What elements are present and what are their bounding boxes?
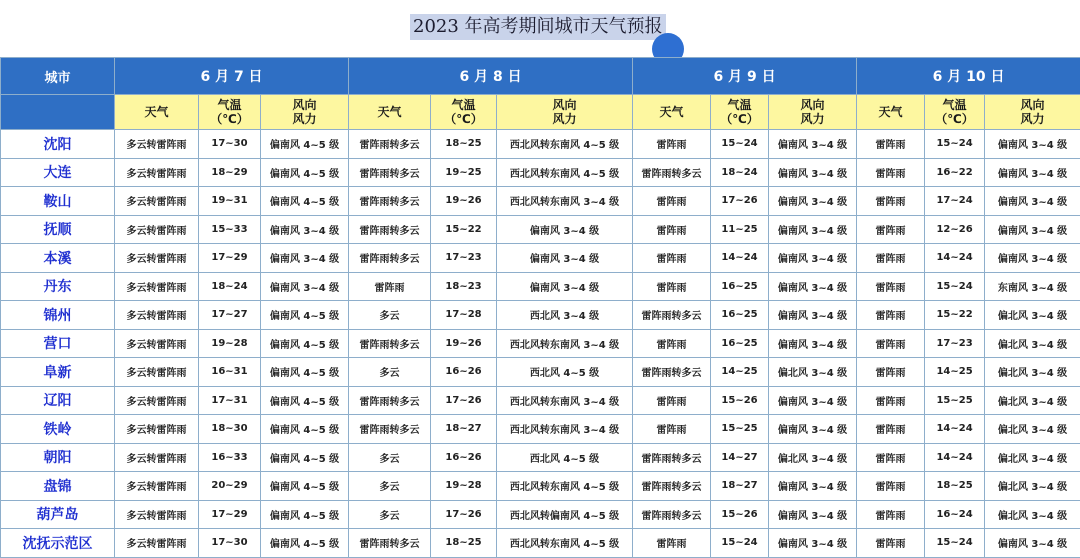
wind-cell: 偏南风 3~4 级 [261, 244, 349, 273]
wind-cell: 偏南风 3~4 级 [769, 301, 857, 330]
weather-cell: 多云 [349, 472, 431, 501]
temperature-cell: 19~25 [431, 158, 497, 187]
wind-cell: 偏南风 4~5 级 [261, 358, 349, 387]
wind-subheader [497, 95, 633, 130]
wind-cell: 偏北风 3~4 级 [985, 386, 1080, 415]
table-row [1, 529, 1080, 558]
wind-cell: 偏南风 3~4 级 [985, 130, 1080, 159]
table-body [1, 130, 1080, 558]
temperature-cell: 17~28 [431, 301, 497, 330]
temperature-subheader-line2: （℃） [935, 112, 974, 126]
city-header-filler [1, 95, 115, 130]
table-row [1, 386, 1080, 415]
temperature-cell: 16~25 [711, 301, 769, 330]
temperature-cell: 17~26 [711, 187, 769, 216]
wind-cell: 偏南风 3~4 级 [769, 130, 857, 159]
temperature-cell: 18~23 [431, 272, 497, 301]
city-name: 本溪 [1, 244, 115, 273]
table-row [1, 130, 1080, 159]
temperature-cell: 17~26 [431, 386, 497, 415]
temperature-cell: 15~24 [925, 130, 985, 159]
wind-cell: 偏北风 3~4 级 [985, 500, 1080, 529]
table-row [1, 158, 1080, 187]
temperature-cell: 16~25 [711, 329, 769, 358]
weather-cell: 多云转雷阵雨 [115, 358, 199, 387]
temperature-cell: 16~26 [431, 443, 497, 472]
wind-cell: 偏南风 3~4 级 [497, 244, 633, 273]
temperature-subheader [431, 95, 497, 130]
temperature-cell: 19~28 [199, 329, 261, 358]
temperature-cell: 18~24 [199, 272, 261, 301]
wind-cell: 偏南风 4~5 级 [261, 329, 349, 358]
city-name: 沈抚示范区 [1, 529, 115, 558]
weather-cell: 雷阵雨转多云 [633, 443, 711, 472]
temperature-cell: 16~22 [925, 158, 985, 187]
temperature-subheader [199, 95, 261, 130]
weather-cell: 雷阵雨转多云 [633, 301, 711, 330]
temperature-cell: 15~24 [711, 529, 769, 558]
wind-cell: 偏南风 3~4 级 [985, 187, 1080, 216]
wind-cell: 偏南风 4~5 级 [261, 301, 349, 330]
weather-cell: 雷阵雨转多云 [633, 158, 711, 187]
wind-cell: 西北风转东南风 3~4 级 [497, 329, 633, 358]
temperature-subheader-line1: 气温 [451, 98, 476, 112]
table-row [1, 358, 1080, 387]
city-name: 大连 [1, 158, 115, 187]
weather-cell: 多云 [349, 358, 431, 387]
weather-cell: 雷阵雨 [633, 329, 711, 358]
wind-cell: 偏南风 4~5 级 [261, 158, 349, 187]
weather-cell: 雷阵雨转多云 [633, 472, 711, 501]
wind-cell: 偏南风 4~5 级 [261, 130, 349, 159]
weather-cell: 雷阵雨 [857, 358, 925, 387]
wind-cell: 偏北风 3~4 级 [985, 358, 1080, 387]
weather-cell: 多云转雷阵雨 [115, 301, 199, 330]
wind-cell: 偏南风 4~5 级 [261, 529, 349, 558]
city-name: 铁岭 [1, 415, 115, 444]
weather-cell: 多云转雷阵雨 [115, 472, 199, 501]
wind-cell: 偏北风 3~4 级 [985, 301, 1080, 330]
weather-cell: 多云转雷阵雨 [115, 500, 199, 529]
city-name: 抚顺 [1, 215, 115, 244]
temperature-subheader-line1: 气温 [727, 98, 752, 112]
temperature-cell: 12~26 [925, 215, 985, 244]
temperature-cell: 14~27 [711, 443, 769, 472]
wind-cell: 偏北风 3~4 级 [769, 443, 857, 472]
weather-cell: 多云转雷阵雨 [115, 443, 199, 472]
temperature-subheader [711, 95, 769, 130]
wind-cell: 偏南风 3~4 级 [769, 187, 857, 216]
wind-cell: 西北风 4~5 级 [497, 443, 633, 472]
weather-cell: 多云 [349, 500, 431, 529]
wind-cell: 偏北风 3~4 级 [985, 472, 1080, 501]
wind-subheader-line1: 风向 [292, 98, 317, 112]
wind-cell: 偏北风 3~4 级 [985, 415, 1080, 444]
city-name: 盘锦 [1, 472, 115, 501]
weather-subheader: 天气 [857, 95, 925, 130]
temperature-cell: 17~23 [925, 329, 985, 358]
weather-cell: 多云转雷阵雨 [115, 130, 199, 159]
weather-cell: 雷阵雨 [633, 529, 711, 558]
wind-cell: 西北风 3~4 级 [497, 301, 633, 330]
weather-cell: 雷阵雨 [857, 386, 925, 415]
date-header-4: 6 月 10 日 [857, 58, 1080, 95]
wind-cell: 偏南风 3~4 级 [985, 158, 1080, 187]
temperature-cell: 17~24 [925, 187, 985, 216]
wind-cell: 偏南风 3~4 级 [985, 529, 1080, 558]
temperature-cell: 19~26 [431, 187, 497, 216]
temperature-cell: 18~25 [925, 472, 985, 501]
title-area [0, 0, 1080, 56]
temperature-cell: 19~26 [431, 329, 497, 358]
weather-cell: 雷阵雨 [857, 529, 925, 558]
weather-cell: 多云 [349, 443, 431, 472]
temperature-cell: 14~24 [925, 244, 985, 273]
wind-cell: 偏南风 3~4 级 [769, 500, 857, 529]
wind-cell: 偏南风 4~5 级 [261, 472, 349, 501]
date-header-3: 6 月 9 日 [633, 58, 857, 95]
temperature-cell: 14~25 [925, 358, 985, 387]
wind-cell: 偏南风 3~4 级 [769, 158, 857, 187]
date-header-2: 6 月 8 日 [349, 58, 633, 95]
temperature-cell: 18~24 [711, 158, 769, 187]
wind-cell: 西北风转东南风 3~4 级 [497, 386, 633, 415]
weather-cell: 多云转雷阵雨 [115, 158, 199, 187]
date-header-1: 6 月 7 日 [115, 58, 349, 95]
weather-cell: 雷阵雨 [857, 329, 925, 358]
weather-cell: 多云转雷阵雨 [115, 244, 199, 273]
table-row [1, 415, 1080, 444]
temperature-cell: 14~24 [711, 244, 769, 273]
weather-cell: 雷阵雨 [857, 215, 925, 244]
temperature-cell: 11~25 [711, 215, 769, 244]
wind-cell: 偏南风 3~4 级 [497, 272, 633, 301]
temperature-subheader-line1: 气温 [217, 98, 242, 112]
wind-cell: 偏南风 4~5 级 [261, 386, 349, 415]
weather-cell: 雷阵雨 [857, 187, 925, 216]
wind-subheader [985, 95, 1080, 130]
weather-cell: 雷阵雨 [857, 130, 925, 159]
weather-cell: 多云转雷阵雨 [115, 215, 199, 244]
temperature-cell: 15~22 [925, 301, 985, 330]
wind-subheader-line1: 风向 [1020, 98, 1045, 112]
table-header [1, 58, 1080, 130]
city-name: 阜新 [1, 358, 115, 387]
temperature-cell: 15~24 [925, 529, 985, 558]
page-title: 2023 年高考期间城市天气预报 [410, 14, 666, 40]
wind-cell: 偏南风 4~5 级 [261, 415, 349, 444]
table-row [1, 244, 1080, 273]
temperature-cell: 15~26 [711, 500, 769, 529]
temperature-cell: 17~30 [199, 130, 261, 159]
weather-cell: 雷阵雨 [857, 158, 925, 187]
weather-cell: 多云转雷阵雨 [115, 329, 199, 358]
table-row [1, 301, 1080, 330]
wind-cell: 西北风转东南风 4~5 级 [497, 130, 633, 159]
temperature-cell: 17~31 [199, 386, 261, 415]
wind-cell: 西北风转偏南风 4~5 级 [497, 500, 633, 529]
wind-cell: 偏南风 3~4 级 [769, 329, 857, 358]
temperature-cell: 14~25 [711, 358, 769, 387]
temperature-cell: 14~24 [925, 443, 985, 472]
weather-cell: 雷阵雨 [633, 130, 711, 159]
weather-cell: 雷阵雨 [857, 500, 925, 529]
temperature-cell: 19~31 [199, 187, 261, 216]
wind-cell: 偏南风 3~4 级 [769, 529, 857, 558]
table-row [1, 500, 1080, 529]
temperature-cell: 16~24 [925, 500, 985, 529]
wind-cell: 偏南风 3~4 级 [769, 386, 857, 415]
weather-cell: 多云转雷阵雨 [115, 415, 199, 444]
weather-subheader: 天气 [349, 95, 431, 130]
temperature-cell: 19~28 [431, 472, 497, 501]
wind-subheader-line2: 风力 [1020, 112, 1045, 126]
temperature-cell: 15~33 [199, 215, 261, 244]
wind-cell: 偏南风 3~4 级 [769, 472, 857, 501]
weather-cell: 多云转雷阵雨 [115, 187, 199, 216]
temperature-cell: 18~30 [199, 415, 261, 444]
wind-cell: 西北风转东南风 4~5 级 [497, 472, 633, 501]
weather-cell: 雷阵雨 [857, 301, 925, 330]
city-name: 沈阳 [1, 130, 115, 159]
temperature-cell: 15~25 [925, 386, 985, 415]
city-name: 丹东 [1, 272, 115, 301]
wind-cell: 偏北风 3~4 级 [985, 443, 1080, 472]
temperature-subheader-line2: （℃） [720, 112, 759, 126]
weather-cell: 多云 [349, 301, 431, 330]
weather-table [0, 57, 1080, 558]
wind-subheader-line1: 风向 [800, 98, 825, 112]
wind-cell: 偏南风 3~4 级 [261, 215, 349, 244]
wind-cell: 偏南风 3~4 级 [769, 244, 857, 273]
wind-cell: 西北风 4~5 级 [497, 358, 633, 387]
wind-cell: 西北风转东南风 3~4 级 [497, 187, 633, 216]
wind-cell: 偏南风 3~4 级 [769, 215, 857, 244]
temperature-cell: 18~25 [431, 529, 497, 558]
wind-subheader-line2: 风力 [800, 112, 825, 126]
wind-cell: 西北风转东南风 4~5 级 [497, 158, 633, 187]
wind-cell: 偏南风 3~4 级 [261, 272, 349, 301]
temperature-cell: 17~30 [199, 529, 261, 558]
weather-cell: 雷阵雨转多云 [349, 329, 431, 358]
weather-subheader: 天气 [633, 95, 711, 130]
wind-cell: 偏南风 4~5 级 [261, 500, 349, 529]
temperature-subheader-line2: （℃） [444, 112, 483, 126]
wind-cell: 东南风 3~4 级 [985, 272, 1080, 301]
table-row [1, 215, 1080, 244]
wind-cell: 偏南风 4~5 级 [261, 443, 349, 472]
wind-cell: 偏北风 3~4 级 [769, 358, 857, 387]
temperature-cell: 18~27 [711, 472, 769, 501]
temperature-cell: 18~29 [199, 158, 261, 187]
temperature-cell: 17~27 [199, 301, 261, 330]
temperature-cell: 14~24 [925, 415, 985, 444]
wind-cell: 偏南风 3~4 级 [985, 215, 1080, 244]
weather-cell: 雷阵雨 [857, 244, 925, 273]
temperature-cell: 16~25 [711, 272, 769, 301]
city-name: 朝阳 [1, 443, 115, 472]
temperature-cell: 17~29 [199, 244, 261, 273]
wind-cell: 偏南风 4~5 级 [261, 187, 349, 216]
weather-cell: 雷阵雨 [633, 272, 711, 301]
weather-cell: 雷阵雨 [633, 215, 711, 244]
wind-cell: 偏北风 3~4 级 [985, 329, 1080, 358]
wind-cell: 偏南风 3~4 级 [497, 215, 633, 244]
temperature-subheader-line1: 气温 [942, 98, 967, 112]
city-name: 锦州 [1, 301, 115, 330]
wind-cell: 偏南风 3~4 级 [769, 272, 857, 301]
wind-cell: 西北风转东南风 4~5 级 [497, 529, 633, 558]
wind-cell: 西北风转东南风 3~4 级 [497, 415, 633, 444]
weather-cell: 雷阵雨 [857, 443, 925, 472]
weather-cell: 雷阵雨 [633, 415, 711, 444]
table-row [1, 472, 1080, 501]
weather-cell: 雷阵雨转多云 [349, 386, 431, 415]
temperature-cell: 18~27 [431, 415, 497, 444]
temperature-cell: 15~22 [431, 215, 497, 244]
city-name: 营口 [1, 329, 115, 358]
temperature-cell: 15~26 [711, 386, 769, 415]
weather-cell: 雷阵雨转多云 [633, 358, 711, 387]
weather-cell: 雷阵雨 [857, 415, 925, 444]
weather-cell: 多云转雷阵雨 [115, 386, 199, 415]
weather-cell: 雷阵雨转多云 [349, 244, 431, 273]
temperature-cell: 15~24 [711, 130, 769, 159]
temperature-subheader-line2: （℃） [210, 112, 249, 126]
weather-cell: 多云转雷阵雨 [115, 529, 199, 558]
weather-cell: 雷阵雨转多云 [349, 187, 431, 216]
temperature-cell: 17~26 [431, 500, 497, 529]
temperature-cell: 17~23 [431, 244, 497, 273]
weather-cell: 雷阵雨转多云 [349, 215, 431, 244]
weather-cell: 雷阵雨 [633, 187, 711, 216]
temperature-cell: 16~33 [199, 443, 261, 472]
wind-subheader-line1: 风向 [552, 98, 577, 112]
city-name: 鞍山 [1, 187, 115, 216]
weather-cell: 雷阵雨 [633, 386, 711, 415]
temperature-cell: 16~31 [199, 358, 261, 387]
wind-subheader-line2: 风力 [552, 112, 577, 126]
weather-cell: 多云转雷阵雨 [115, 272, 199, 301]
weather-cell: 雷阵雨 [857, 272, 925, 301]
temperature-subheader [925, 95, 985, 130]
table-row [1, 443, 1080, 472]
table-row [1, 329, 1080, 358]
temperature-cell: 17~29 [199, 500, 261, 529]
wind-subheader [769, 95, 857, 130]
weather-cell: 雷阵雨 [633, 244, 711, 273]
wind-subheader [261, 95, 349, 130]
temperature-cell: 18~25 [431, 130, 497, 159]
wind-subheader-line2: 风力 [292, 112, 317, 126]
weather-cell: 雷阵雨 [349, 272, 431, 301]
weather-cell: 雷阵雨转多云 [349, 415, 431, 444]
weather-cell: 雷阵雨转多云 [349, 130, 431, 159]
table-row [1, 272, 1080, 301]
city-column-header: 城市 [1, 58, 115, 95]
weather-cell: 雷阵雨转多云 [349, 158, 431, 187]
wind-cell: 偏南风 3~4 级 [985, 244, 1080, 273]
temperature-cell: 15~24 [925, 272, 985, 301]
table-row [1, 187, 1080, 216]
city-name: 葫芦岛 [1, 500, 115, 529]
temperature-cell: 20~29 [199, 472, 261, 501]
temperature-cell: 15~25 [711, 415, 769, 444]
temperature-cell: 16~26 [431, 358, 497, 387]
weather-subheader: 天气 [115, 95, 199, 130]
weather-cell: 雷阵雨转多云 [633, 500, 711, 529]
city-name: 辽阳 [1, 386, 115, 415]
weather-cell: 雷阵雨转多云 [349, 529, 431, 558]
weather-cell: 雷阵雨 [857, 472, 925, 501]
wind-cell: 偏南风 3~4 级 [769, 415, 857, 444]
